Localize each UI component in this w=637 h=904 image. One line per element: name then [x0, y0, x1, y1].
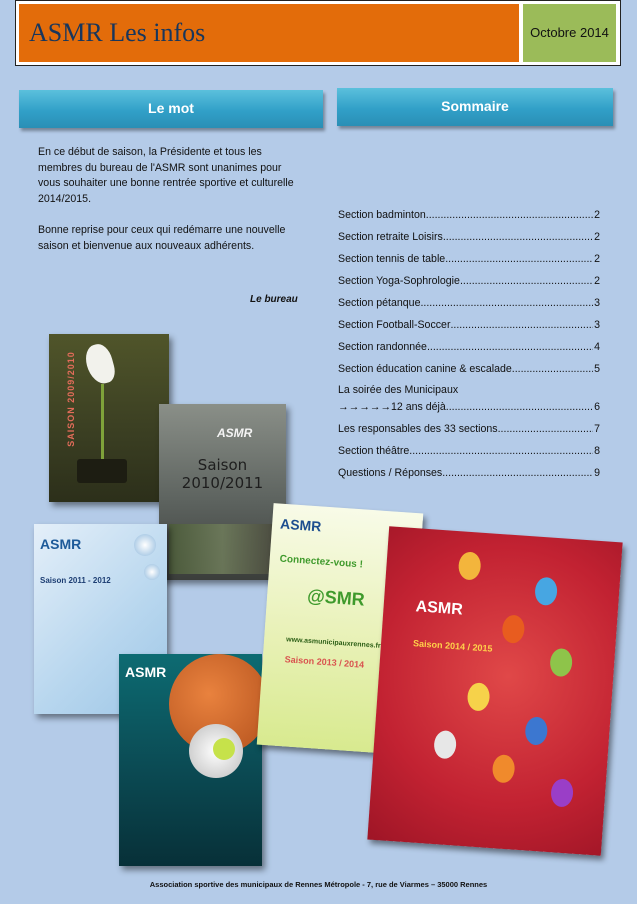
toc-item[interactable]: Section badminton ..... 2: [338, 206, 600, 228]
balloon-decoration: [534, 577, 558, 606]
flower-illustration: [82, 341, 117, 386]
balloon-decoration: [501, 614, 525, 643]
poster-logo: ASMR: [279, 515, 322, 535]
balloon-decoration: [467, 682, 491, 711]
flower-stem: [101, 384, 104, 469]
signature: Le bureau: [250, 294, 298, 305]
sommaire-heading: Sommaire: [337, 88, 613, 126]
runners-photo: [169, 524, 276, 574]
poster-2009-2010: [49, 334, 169, 502]
balloon-decoration: [550, 778, 574, 807]
poster-season-label: Saison 2010/2011: [181, 456, 264, 492]
balloon-decoration: [549, 648, 573, 677]
balloon-decoration: [433, 730, 457, 759]
bubble-decoration: [144, 564, 160, 580]
poster-season-label: Saison 2011 - 2012: [40, 576, 111, 585]
toc-item[interactable]: Section théâtre ..... 8: [338, 442, 600, 464]
flower-pot: [77, 459, 127, 483]
poster-logo: ASMR: [125, 664, 167, 680]
toc-item[interactable]: Section Yoga-Sophrologie ..... 2: [338, 272, 600, 294]
toc-item[interactable]: Section tennis de table ..... 2: [338, 250, 600, 272]
toc-item[interactable]: Section Football-Soccer ..... 3: [338, 316, 600, 338]
poster-season-label: Saison 2014 / 2015: [412, 638, 493, 654]
poster-tagline: Connectez-vous !: [279, 553, 364, 571]
toc-item[interactable]: Section éducation canine & escalade ..... 5: [338, 360, 600, 382]
newsletter-title: ASMR Les infos: [19, 4, 519, 62]
toc-item[interactable]: Section retraite Loisirs ..... 2: [338, 228, 600, 250]
poster-logo: ASMR: [415, 598, 464, 619]
poster-logo: ASMR: [40, 536, 82, 552]
issue-date: Octobre 2014: [523, 4, 616, 62]
toc-item[interactable]: La soirée des Municipaux →→→→→12 ans déjà ..... 6: [338, 382, 600, 420]
poster-season-label: Saison 2013 / 2014: [284, 654, 365, 670]
toc-item[interactable]: Questions / Réponses ..... 9: [338, 464, 600, 486]
poster-2010-2011: [159, 404, 286, 580]
tennis-ball-illustration: [213, 738, 235, 760]
footer-address: Association sportive des municipaux de Rennes Métropole - 7, rue de Viarmes – 35000 Rennes: [149, 880, 488, 889]
balloon-decoration: [492, 754, 516, 783]
le-mot-heading: Le mot: [19, 90, 323, 128]
bubble-decoration: [134, 534, 156, 556]
poster-season-label: SAISON 2009/2010: [65, 351, 76, 447]
poster-url: www.asmunicipauxrennes.fr: [285, 636, 381, 650]
poster-logo: ASMR: [217, 426, 253, 440]
poster-2012-2013: [119, 654, 262, 866]
toc-item[interactable]: Les responsables des 33 sections ..... 7: [338, 420, 600, 442]
toc-item[interactable]: Section pétanque ..... 3: [338, 294, 600, 316]
poster-web-logo: @SMR: [306, 585, 366, 610]
toc-item[interactable]: Section randonnée ..... 4: [338, 338, 600, 360]
header-banner: [15, 0, 621, 66]
balloon-decoration: [524, 716, 548, 745]
poster-2014-2015: [367, 526, 622, 856]
welcome-paragraph: Bonne reprise pour ceux qui redémarre une nouvelle saison et bienvenue aux nouveaux adhérents.: [38, 224, 286, 252]
balloon-decoration: [458, 551, 482, 580]
table-of-contents: [338, 206, 600, 486]
intro-paragraph: En ce début de saison, la Présidente et tous les membres du bureau de l'ASMR sont unanimes pour vous souhaiter une bonne rentrée sportive et culturelle 2014/2015.: [38, 146, 294, 205]
